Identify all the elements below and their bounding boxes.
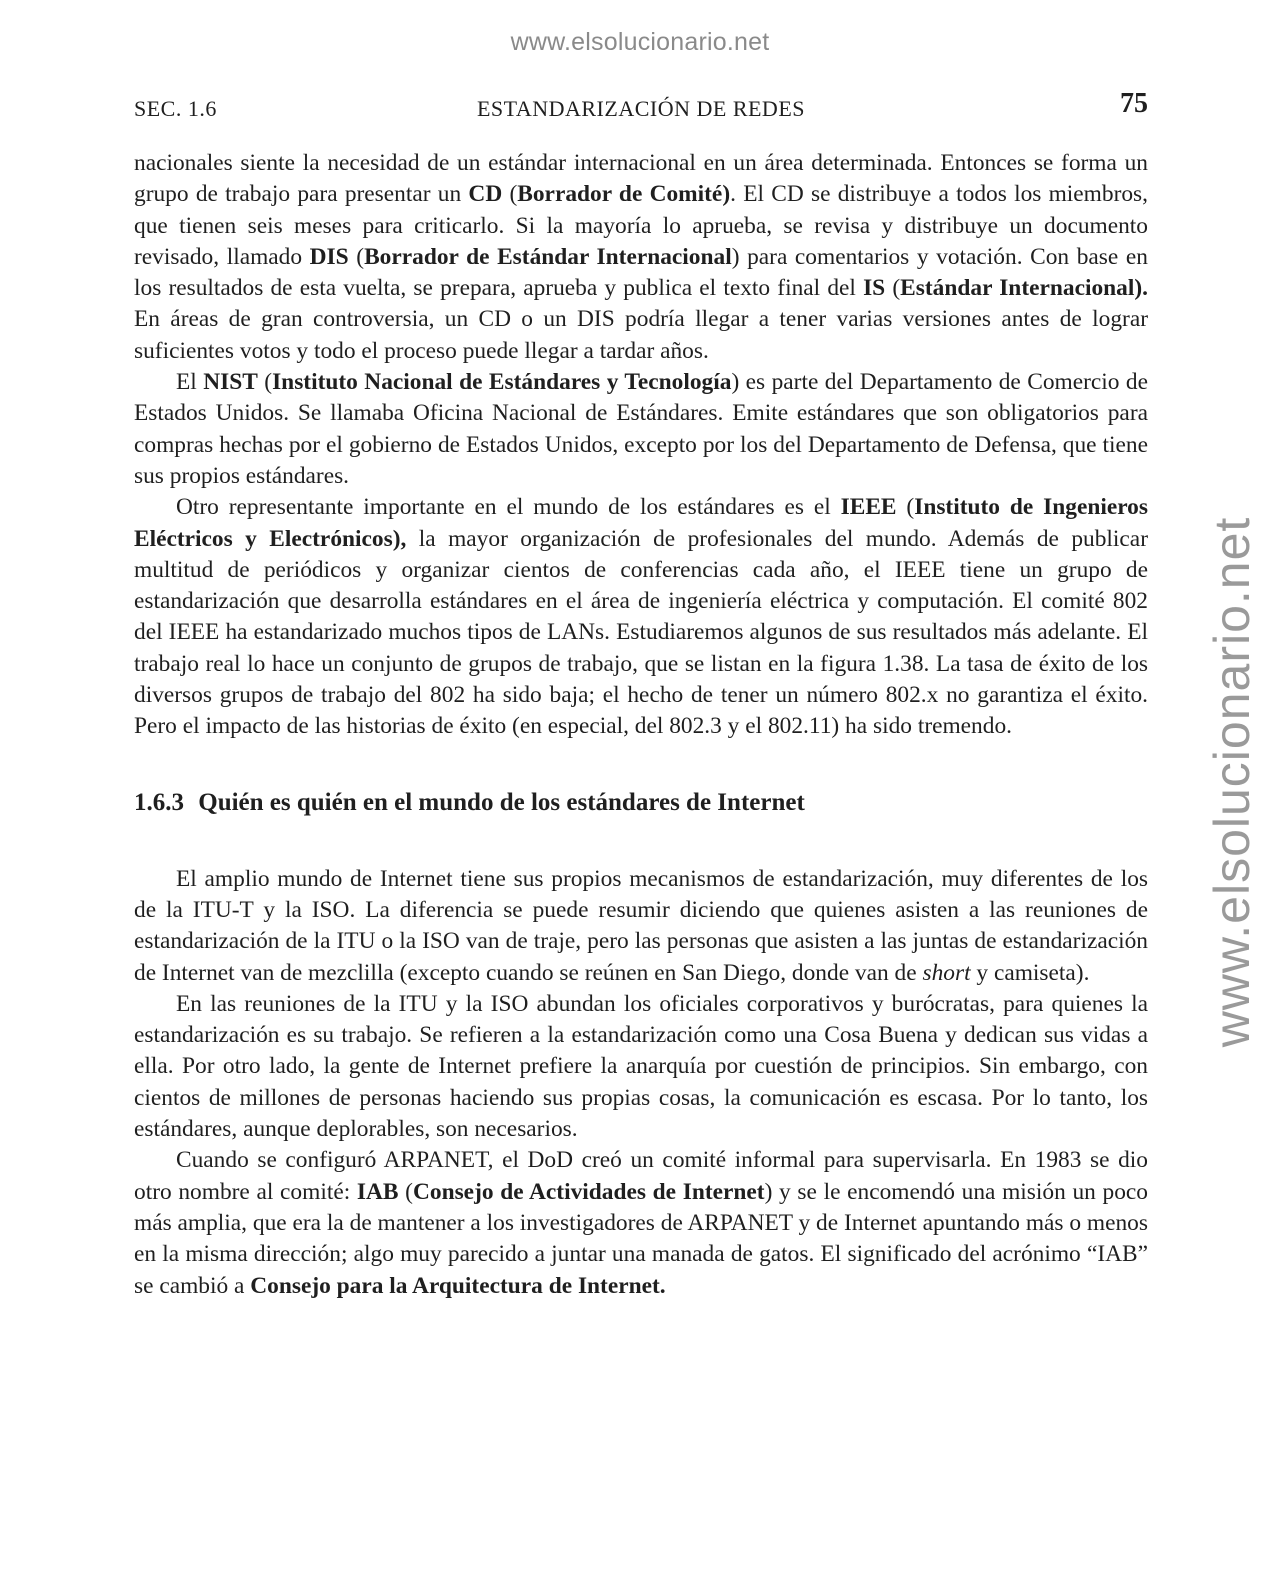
text-run: nacionales siente la necesidad de un estándar internacional en un área determinada. Entonces se forma un grupo de trabajo para presentar un	[134, 150, 1148, 208]
bold-term: Instituto de Ingenieros Eléctricos y Electrónicos	[134, 494, 1148, 552]
bold-term: Consejo de Actividades de Internet	[412, 1178, 765, 1205]
section-number: 1.6.3	[134, 788, 184, 816]
text-run: El	[176, 369, 204, 396]
bold-term: ),	[392, 525, 407, 552]
text-run: Otro representante importante en el mundo de los estándares es el	[176, 494, 841, 521]
bold-term: Estándar Internacional	[900, 275, 1135, 302]
bold-term: )	[722, 181, 731, 208]
text-run: (	[348, 243, 365, 270]
paragraph	[134, 367, 1148, 492]
text-run: Cuando se configuró ARPANET, el DoD creó un comité informal para supervisarla. En 1983 se dio otro nombre al comité:	[134, 1147, 1148, 1205]
text-run: ) y se le encomendó una misión un poco más amplia, que era la de mantener a los investigadores de ARPANET y de Internet apuntando más o menos en la misma dirección; algo muy parecido a juntar una manada de gatos. El significado del acrónimo “IAB” se cambió a	[134, 1178, 1148, 1299]
bold-term: CD	[468, 181, 503, 208]
text-run: El amplio mundo de Internet tiene sus propios mecanismos de estandarización, muy diferentes de los de la ITU-T y la ISO. La diferencia se puede resumir diciendo que quienes asisten a las reuniones de estandarización de la ITU o la ISO van de traje, pero las personas que asisten a las juntas de estandarización de Internet van de mezclilla (excepto cuando se reúnen en San Diego, donde van de	[134, 865, 1148, 986]
bold-term: Instituto Nacional de Estándares y Tecnología	[272, 369, 732, 396]
section-heading	[134, 787, 1148, 818]
bold-term: Borrador de Comité	[517, 181, 723, 208]
text-run: (	[398, 1178, 413, 1205]
text-run: En áreas de gran controversia, un CD o un DIS podría llegar a tener varias versiones antes de lograr suficientes votos y todo el proceso puede llegar a tardar años.	[134, 306, 1148, 364]
chapter-title: ESTANDARIZACIÓN DE REDES	[476, 96, 805, 121]
text-run: ) para comentarios y votación. Con base en los resultados de esta vuelta, se prepara, aprueba y publica el texto final del	[134, 243, 1148, 302]
paragraph	[134, 989, 1148, 1145]
text-run: (	[896, 494, 915, 521]
page-number: 75	[1120, 88, 1148, 119]
italic-term: short	[922, 959, 971, 986]
watermark-url-side: www.elsolucionario.net	[1204, 516, 1260, 1048]
text-run: (	[257, 369, 273, 396]
bold-term: IS	[863, 275, 886, 302]
text-run: .	[730, 181, 736, 208]
text-run: la mayor organización de profesionales del mundo. Además de publicar multitud de periódicos y organizar cientos de conferencias cada año, el IEEE tiene un grupo de estandarización que desarrolla estándares en el área de ingeniería eléctrica y computación. El comité 802 del IEEE ha estandarizado muchos tipos de LANs. Estudiaremos algunos de sus resultados más adelante. El trabajo real lo hace un conjunto de grupos de trabajo, que se listan en la figura 1.38. La tasa de éxito de los diversos grupos de trabajo del 802 ha sido baja; el hecho de tener un número 802.x no garantiza el éxito. Pero el impacto de las historias de éxito (en especial, del 802.3 y el 802.11) ha sido tremendo.	[134, 525, 1148, 740]
text-run: (	[502, 181, 518, 208]
text-run: En las reuniones de la ITU y la ISO abundan los oficiales corporativos y burócratas, para quienes la estandarización es su trabajo. Se refieren a la estandarización como una Cosa Buena y dedican sus vidas a ella. Por otro lado, la gente de Internet prefiere la anarquía por cuestión de principios. Sin embargo, con cientos de millones de personas haciendo sus propias cosas, la comunicación es escasa. Por lo tanto, los estándares, aunque deplorables, son necesarios.	[134, 990, 1148, 1143]
paragraph	[134, 864, 1148, 989]
watermark-url-top: www.elsolucionario.net	[510, 28, 770, 56]
section-title: Quién es quién en el mundo de los estándares de Internet	[198, 788, 805, 816]
running-header	[134, 88, 1148, 124]
bold-term: ).	[1134, 275, 1148, 302]
bold-term: Consejo para la Arquitectura de Internet.	[250, 1272, 666, 1299]
bold-term: IAB	[356, 1178, 399, 1205]
bold-term: NIST	[203, 369, 258, 396]
text-run: y camiseta).	[970, 959, 1090, 986]
text-run: ) es parte del Departamento de Comercio de Estados Unidos. Se llamaba Oficina Nacional de Estándares. Emite estándares que son obligatorios para compras hechas por el gobierno de Estados Unidos, excepto por los del Departamento de Defensa, que tiene sus propios estándares.	[134, 369, 1148, 489]
text-run: (	[885, 275, 901, 302]
text-run: El CD se distribuye a todos los miembros, que tienen seis meses para criticarlo. Si la mayoría lo aprueba, se revisa y distribuye un documento revisado, llamado	[134, 181, 1149, 270]
bold-term: IEEE	[840, 494, 897, 521]
paragraph	[134, 148, 1148, 367]
bold-term: DIS	[309, 243, 349, 270]
section-label: SEC. 1.6	[134, 96, 217, 121]
paragraph	[134, 492, 1148, 742]
bold-term: Borrador de Estándar Internacional	[364, 243, 732, 270]
paragraph	[134, 1145, 1148, 1301]
page-body	[134, 148, 1148, 1302]
